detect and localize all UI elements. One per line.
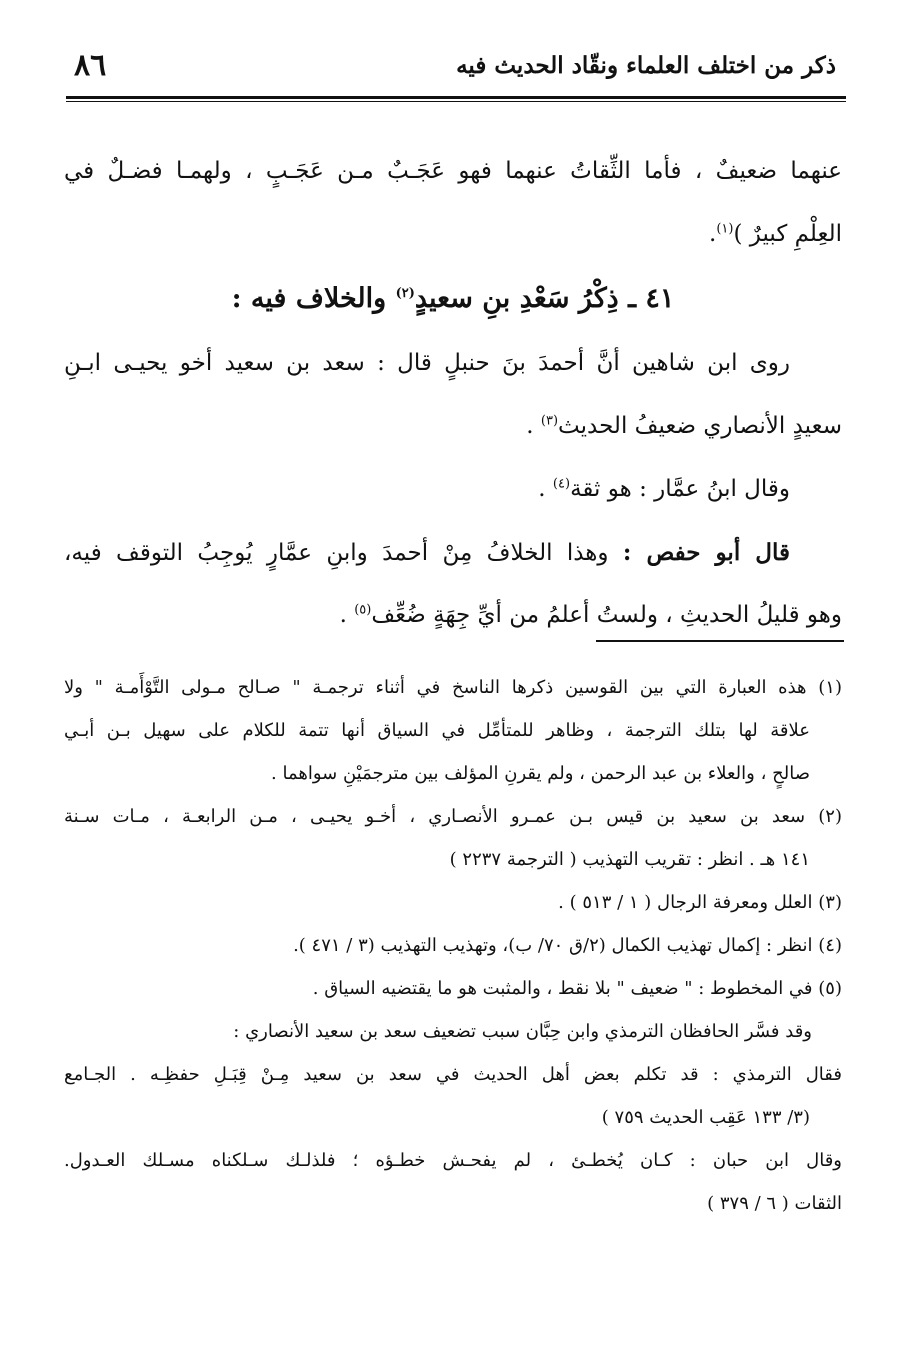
header-rule [66,96,846,99]
paragraph-1-line-2 [64,395,842,458]
footnote-separator [596,640,844,642]
paragraph-3-line-2 [64,584,842,647]
footnote-3: (٣) العلل ومعرفة الرجال ( ١ / ٥١٣ ) . [558,892,842,913]
header-title: ذكر من اختلف العلماء ونقّاد الحديث فيه [456,52,836,79]
footnote-2-line-1: (٢) سعد بن سعيد بن قيس بـن عمـرو الأنصـاري ، أخـو يحيـى ، مـن الرابعـة ، مـات سـنة [64,806,842,827]
paragraph-3-line-1 [64,521,842,584]
paragraph-3-line-1-rest: وهذا الخلافُ مِنْ أحمدَ وابنِ عمَّارٍ يُوجِبُ التوقف فيه، [64,540,623,566]
paragraph-1-line-1: روى ابن شاهين أنَّ أحمدَ بنَ حنبلٍ قال : سعد بن سعيد أخو يحيـى ابـنِ [64,350,790,376]
footnote-ref-2: (٢) [395,286,415,301]
paragraph-3-lead: قال أبو حفص : [622,539,790,566]
paragraph-3-line-2-end: . [339,602,355,628]
body-line-2-end: . [709,221,717,247]
page-number: ٨٦ [74,48,107,83]
footnote-1-line-2: علاقة لها بتلك الترجمة ، وظاهر للمتأمِّل في السياق أنها تتمة للكلام على سهيل بـن أبـي [64,720,810,741]
body-line-2-text: العِلْمِ كبيرٌ ) [733,221,842,247]
footnote-ref-5: (٥) [354,602,372,618]
footnote-ref-3: (٣) [540,413,559,429]
header-rule-thin [66,101,846,102]
main-text [64,140,842,647]
footnote-5-line-6: الثقات ( ٦ / ٣٧٩ ) [707,1193,842,1214]
body-line-2 [64,203,842,266]
paragraph-3-line-2-text: وهو قليلُ الحديثِ ، ولستُ أعلمُ من أيِّ جِهَةٍ ضُعِّف [371,602,842,628]
footnote-ref-4: (٤) [552,476,571,492]
footnote-ref-1: (١) [716,221,734,237]
footnote-5-line-2: وقد فسَّر الحافظان الترمذي وابن حِبَّان سبب تضعيف سعد بن سعيد الأنصاري : [233,1021,812,1042]
footnotes [64,666,842,1225]
footnote-4: (٤) انظر : إكمال تهذيب الكمال (٢/ق ٧٠/ ب)، وتهذيب التهذيب (٣ / ٤٧١ ). [293,935,842,956]
paragraph-1-line-2-text: سعيدٍ الأنصاري ضعيفُ الحديث [558,413,842,439]
footnote-1-line-3: صالحٍ ، والعلاء بن عبد الرحمن ، ولم يقرنِ المؤلف بين مترجمَيْنِ سواهما . [271,763,810,784]
footnote-2-line-2: ١٤١ هـ . انظر : تقريب التهذيب ( الترجمة ٢٢٣٧ ) [449,849,810,870]
section-heading-text: ٤١ ـ ذِكْرُ سَعْدِ بنِ سعيدٍ [414,283,675,314]
footnote-5-line-3: فقال الترمذي : قد تكلم بعض أهل الحديث في سعد بن سعيد مِـنْ قِبَـلِ حفظِـه . الجـامع [64,1064,842,1085]
footnote-5-line-5: وقال ابن حبان : كـان يُخطـئ ، لم يفحـش خطـؤه ؛ فلذلـك سـلكناه مسـلك العـدول. [64,1150,842,1171]
section-heading [64,266,842,332]
body-line-1: عنهما ضعيفٌ ، فأما الثِّقاتُ عنهما فهو عَجَـبٌ مـن عَجَـبٍ ، ولهمـا فضـلٌ في [64,158,842,184]
footnote-5-line-4: (٣/ ١٣٣ عَقِب الحديث ٧٥٩ ) [601,1107,810,1128]
paragraph-2-end: . [538,476,553,502]
footnote-1-line-1: (١) هذه العبارة التي بين القوسين ذكرها الناسخ في أثناء ترجمـة " صـالح مـولى التَّوْأَمـة " ولا [64,677,842,698]
paragraph-1-line-2-end: . [526,413,541,439]
running-header [66,48,846,94]
paragraph-2-text: وقال ابنُ عمَّار : هو ثقة [570,476,790,502]
footnote-5-line-1: (٥) في المخطوط : " ضعيف " بلا نقط ، والمثبت هو ما يقتضيه السياق . [312,978,842,999]
paragraph-2-line-1 [64,458,842,521]
section-heading-end: والخلاف فيه : [231,283,396,314]
